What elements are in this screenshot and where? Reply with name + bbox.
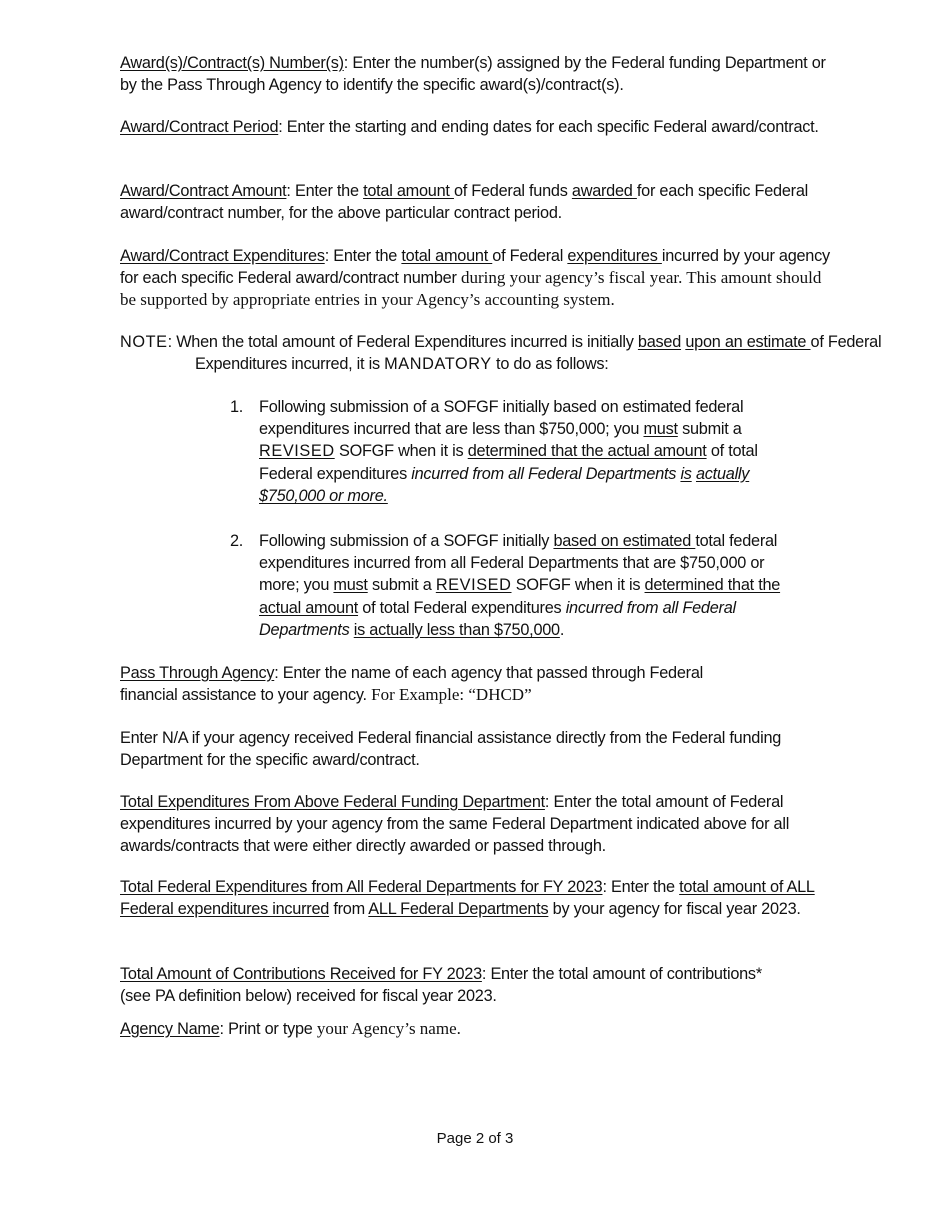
- item1-italic-3: actually $750,000 or more.: [259, 464, 750, 505]
- pass-through-example: For Example: “DHCD”: [371, 685, 532, 705]
- total-all-text-2: from: [329, 900, 369, 919]
- item1-italic-2: is: [680, 464, 692, 483]
- award-expenditures-underline-2: expenditures: [567, 247, 662, 265]
- item2-text-5: of total Federal expenditures: [358, 598, 566, 617]
- section-award-amount: [120, 180, 830, 224]
- award-expenditures-text-3: incurred by your agency for each specific Federal award/contract number: [120, 247, 830, 288]
- total-department-text: : Enter the total amount of Federal expenditures incurred by your agency from the same Federal Department indicated above for all awards/contracts that were either directly awarded or passed through.: [120, 793, 790, 856]
- section-total-all-departments: [120, 876, 820, 920]
- award-number-label: Award(s)/Contract(s) Number(s): [120, 54, 344, 72]
- section-award-period: [120, 116, 830, 138]
- section-pass-through: [120, 662, 760, 706]
- award-amount-text-2: of Federal funds: [453, 182, 572, 200]
- note-label: NOTE: [120, 333, 168, 351]
- list-number-2: 2.: [230, 532, 244, 550]
- award-amount-text-3: for each specific Federal award/contract number, for the above particular contract period.: [120, 182, 808, 223]
- award-amount-label: Award/Contract Amount: [120, 182, 287, 200]
- item2-text-1: Following submission of a SOFGF initially: [259, 532, 554, 550]
- item1-italic-1: incurred from all Federal Departments: [411, 464, 681, 483]
- award-expenditures-serif-text: during your agency’s fiscal year. This amount should be supported by appropriate entries in your Agency’s accounting system.: [120, 268, 822, 310]
- section-award-expenditures: [120, 245, 830, 312]
- note-text-1: : When the total amount of Federal Expenditures incurred is initially: [167, 333, 638, 351]
- award-amount-underline-2: awarded: [571, 182, 637, 200]
- item1-revised: REVISED: [259, 442, 335, 461]
- section-contributions: [120, 963, 770, 1007]
- award-period-label: Award/Contract Period: [120, 118, 279, 136]
- award-number-text: : Enter the number(s) assigned by the Federal funding Department or by the Pass Through Agency to identify the specific award(s)/contract(s).: [120, 54, 826, 95]
- item2-underline-2: determined that the actual amount: [259, 576, 781, 617]
- item2-text-3: submit a: [367, 576, 436, 595]
- item1-text-3: SOFGF when it is: [334, 442, 468, 461]
- section-agency-name: [120, 1018, 830, 1040]
- section-note: [120, 331, 915, 375]
- note-underline-1: based: [637, 333, 682, 351]
- item1-text-4: of total Federal expenditures: [259, 442, 758, 483]
- agency-name-text: : Print or type: [219, 1020, 317, 1038]
- item1-must: must: [643, 420, 678, 439]
- page-number: Page 2 of 3: [436, 1130, 514, 1147]
- section-total-department: [120, 791, 825, 858]
- item2-underline-3: is actually less than $750,000: [353, 620, 560, 639]
- total-department-label: Total Expenditures From Above Federal Funding Department: [120, 793, 545, 811]
- na-note-text: Enter N/A if your agency received Federal financial assistance directly from the Federal funding Department for the specific award/contract.: [120, 729, 782, 770]
- contributions-label: Total Amount of Contributions Received for FY 2023: [120, 965, 482, 983]
- award-period-text: : Enter the starting and ending dates for each specific Federal award/contract.: [278, 118, 819, 136]
- note-text-3: to do as follows:: [491, 355, 609, 374]
- note-underline-2: upon an estimate: [685, 333, 811, 351]
- total-all-underline-1: total amount of ALL Federal expenditures incurred: [120, 878, 815, 919]
- award-expenditures-text-1: : Enter the: [324, 247, 402, 265]
- item2-underline-1: based on estimated: [553, 532, 696, 550]
- total-all-text-1: : Enter the: [602, 878, 680, 896]
- award-expenditures-text-2: of Federal: [492, 247, 568, 265]
- section-award-number: [120, 52, 830, 96]
- agency-name-serif-text: your Agency’s name.: [316, 1019, 461, 1038]
- award-amount-underline-1: total amount: [363, 182, 454, 200]
- item2-text-2: total federal expenditures incurred from all Federal Departments that are $750,000 or more; you: [259, 532, 778, 595]
- item2-text-4: SOFGF when it is: [511, 576, 645, 595]
- section-na-note: [120, 727, 800, 771]
- total-all-label: Total Federal Expenditures from All Federal Departments for FY 2023: [120, 878, 603, 896]
- note-text-2: of Federal Expenditures incurred, it is: [195, 333, 882, 374]
- list-number-1: 1.: [230, 398, 244, 416]
- item2-text-6: .: [559, 620, 565, 639]
- note-mandatory: MANDATORY: [384, 355, 492, 374]
- contributions-text: : Enter the total amount of contributions* (see PA definition below) received for fiscal year 2023.: [120, 965, 762, 1006]
- award-expenditures-underline-1: total amount: [401, 247, 493, 265]
- pass-through-text: : Enter the name of each agency that passed through Federal financial assistance to your agency.: [120, 664, 703, 705]
- total-all-text-3: by your agency for fiscal year 2023.: [548, 900, 801, 919]
- item2-italic-1: incurred from all Federal Departments: [259, 598, 736, 639]
- total-all-underline-2: ALL Federal Departments: [368, 900, 549, 919]
- item1-underline-1: determined that the actual amount: [467, 442, 707, 461]
- item1-text-2: submit a: [677, 420, 742, 439]
- award-amount-text-1: : Enter the: [286, 182, 364, 200]
- agency-name-label: Agency Name: [120, 1020, 220, 1038]
- award-expenditures-label: Award/Contract Expenditures: [120, 247, 325, 265]
- pass-through-label: Pass Through Agency: [120, 664, 275, 682]
- item1-text-1: Following submission of a SOFGF initially based on estimated federal expenditures incurred that are less than $750,000; you: [259, 398, 744, 439]
- item2-must: must: [333, 576, 368, 595]
- item2-revised: REVISED: [435, 576, 512, 595]
